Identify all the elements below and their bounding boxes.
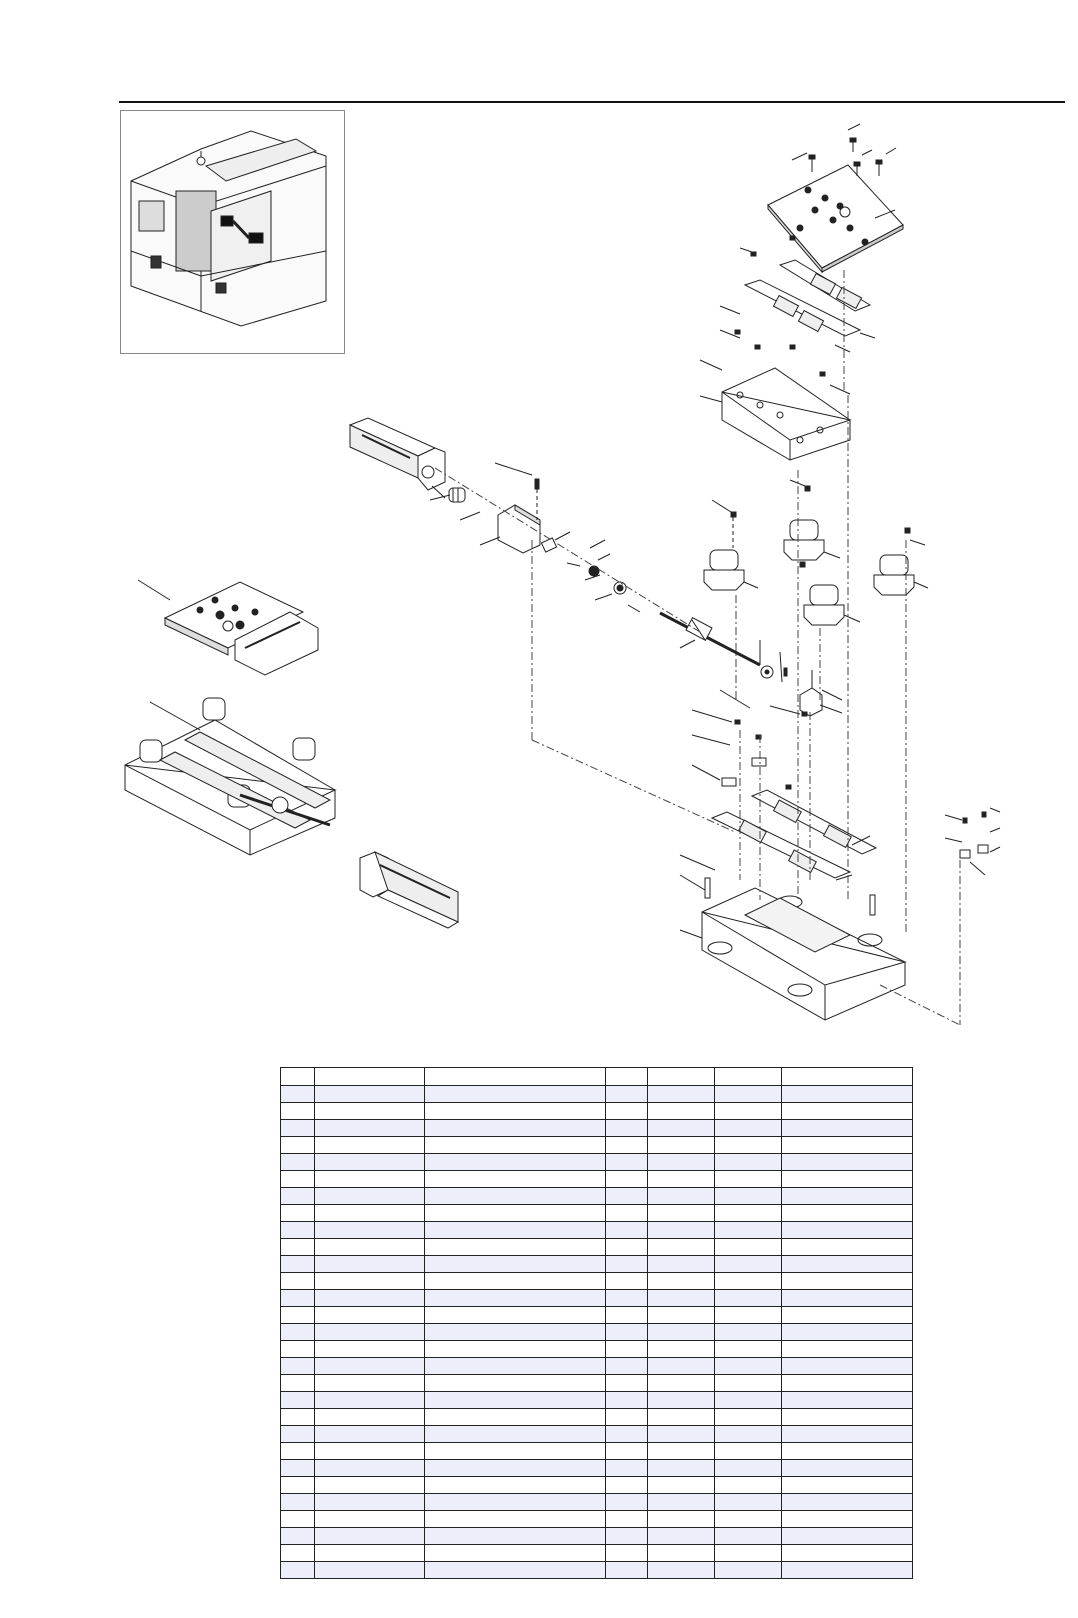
- table-cell: [606, 1443, 648, 1460]
- table-cell: [715, 1103, 782, 1120]
- table-cell: [606, 1324, 648, 1341]
- parts-list-table: [280, 1067, 913, 1579]
- table-cell: [315, 1460, 425, 1477]
- table-cell: [715, 1375, 782, 1392]
- table-cell: [715, 1426, 782, 1443]
- table-row: [281, 1460, 913, 1477]
- table-row: [281, 1256, 913, 1273]
- table-cell: [648, 1307, 715, 1324]
- table-cell: [315, 1188, 425, 1205]
- table-cell: [782, 1443, 913, 1460]
- table-cell: [782, 1086, 913, 1103]
- table-cell: [715, 1137, 782, 1154]
- table-cell: [281, 1528, 315, 1545]
- table-cell: [315, 1375, 425, 1392]
- table-cell: [715, 1171, 782, 1188]
- table-cell: [281, 1341, 315, 1358]
- table-row: [281, 1358, 913, 1375]
- table-cell: [281, 1273, 315, 1290]
- table-row: [281, 1324, 913, 1341]
- table-cell: [425, 1086, 606, 1103]
- ball-screw: [660, 613, 842, 716]
- table-cell: [782, 1188, 913, 1205]
- servo-motor-spare: [360, 852, 458, 928]
- table-cell: [315, 1154, 425, 1171]
- table-cell: [715, 1239, 782, 1256]
- table-row: [281, 1137, 913, 1154]
- table-cell: [648, 1324, 715, 1341]
- table-cell: [281, 1375, 315, 1392]
- table-cell: [606, 1120, 648, 1137]
- table-cell: [425, 1545, 606, 1562]
- table-cell: [315, 1307, 425, 1324]
- table-row: [281, 1494, 913, 1511]
- table-row: [281, 1103, 913, 1120]
- table-cell: [281, 1137, 315, 1154]
- table-cell: [281, 1443, 315, 1460]
- table-cell: [715, 1154, 782, 1171]
- table-cell: [281, 1171, 315, 1188]
- table-cell: [782, 1460, 913, 1477]
- table-cell: [715, 1528, 782, 1545]
- table-cell: [648, 1375, 715, 1392]
- table-cell: [281, 1222, 315, 1239]
- table-cell: [606, 1290, 648, 1307]
- table-cell: [606, 1545, 648, 1562]
- table-cell: [606, 1137, 648, 1154]
- table-cell: [648, 1256, 715, 1273]
- table-cell: [648, 1290, 715, 1307]
- base-block: [680, 855, 905, 1020]
- base-assembly-view: [125, 698, 335, 855]
- parts-list-body: [281, 1068, 913, 1579]
- table-cell: [782, 1511, 913, 1528]
- table-cell: [425, 1188, 606, 1205]
- table-cell: [606, 1222, 648, 1239]
- table-cell: [715, 1222, 782, 1239]
- table-cell: [281, 1494, 315, 1511]
- bearing-parts: [541, 532, 640, 612]
- table-cell: [315, 1086, 425, 1103]
- table-cell: [606, 1528, 648, 1545]
- table-cell: [281, 1426, 315, 1443]
- header-cell: [782, 1068, 913, 1086]
- table-cell: [281, 1239, 315, 1256]
- header-cell: [606, 1068, 648, 1086]
- table-cell: [425, 1324, 606, 1341]
- table-cell: [648, 1562, 715, 1579]
- table-cell: [606, 1375, 648, 1392]
- table-cell: [281, 1290, 315, 1307]
- table-cell: [606, 1307, 648, 1324]
- table-cell: [281, 1511, 315, 1528]
- table-cell: [715, 1494, 782, 1511]
- table-cell: [782, 1103, 913, 1120]
- table-cell: [425, 1409, 606, 1426]
- table-cell: [648, 1341, 715, 1358]
- table-cell: [281, 1409, 315, 1426]
- table-cell: [315, 1103, 425, 1120]
- table-cell: [425, 1341, 606, 1358]
- table-cell: [606, 1562, 648, 1579]
- wedge-block: [700, 306, 850, 460]
- top-plate: [768, 165, 903, 272]
- table-cell: [715, 1392, 782, 1409]
- table-cell: [648, 1511, 715, 1528]
- table-row: [281, 1307, 913, 1324]
- table-row: [281, 1511, 913, 1528]
- coupling-and-nut-block: [430, 463, 540, 553]
- table-cell: [315, 1392, 425, 1409]
- table-cell: [606, 1154, 648, 1171]
- table-cell: [782, 1324, 913, 1341]
- table-cell: [315, 1239, 425, 1256]
- table-row: [281, 1290, 913, 1307]
- table-cell: [425, 1256, 606, 1273]
- table-cell: [425, 1103, 606, 1120]
- table-cell: [782, 1239, 913, 1256]
- table-cell: [281, 1103, 315, 1120]
- table-cell: [281, 1188, 315, 1205]
- table-cell: [315, 1256, 425, 1273]
- table-cell: [606, 1256, 648, 1273]
- table-cell: [782, 1154, 913, 1171]
- table-cell: [782, 1256, 913, 1273]
- table-cell: [782, 1222, 913, 1239]
- table-cell: [648, 1477, 715, 1494]
- table-cell: [425, 1511, 606, 1528]
- table-cell: [315, 1341, 425, 1358]
- table-cell: [425, 1477, 606, 1494]
- table-cell: [782, 1409, 913, 1426]
- table-cell: [606, 1341, 648, 1358]
- table-cell: [715, 1460, 782, 1477]
- table-cell: [648, 1409, 715, 1426]
- table-cell: [606, 1358, 648, 1375]
- table-cell: [715, 1545, 782, 1562]
- table-cell: [715, 1341, 782, 1358]
- table-cell: [425, 1307, 606, 1324]
- table-cell: [782, 1562, 913, 1579]
- table-cell: [315, 1222, 425, 1239]
- table-cell: [425, 1154, 606, 1171]
- table-row: [281, 1409, 913, 1426]
- table-cell: [715, 1256, 782, 1273]
- table-cell: [425, 1528, 606, 1545]
- table-cell: [281, 1562, 315, 1579]
- table-cell: [606, 1511, 648, 1528]
- table-cell: [606, 1426, 648, 1443]
- table-cell: [425, 1273, 606, 1290]
- table-cell: [425, 1426, 606, 1443]
- table-cell: [315, 1290, 425, 1307]
- table-cell: [648, 1443, 715, 1460]
- table-cell: [281, 1307, 315, 1324]
- table-cell: [648, 1086, 715, 1103]
- table-cell: [315, 1494, 425, 1511]
- table-cell: [782, 1171, 913, 1188]
- table-row: [281, 1562, 913, 1579]
- table-cell: [425, 1290, 606, 1307]
- table-cell: [715, 1273, 782, 1290]
- table-cell: [648, 1392, 715, 1409]
- table-cell: [715, 1205, 782, 1222]
- table-cell: [648, 1188, 715, 1205]
- table-cell: [425, 1562, 606, 1579]
- table-cell: [648, 1426, 715, 1443]
- table-cell: [782, 1205, 913, 1222]
- table-cell: [648, 1273, 715, 1290]
- table-cell: [315, 1273, 425, 1290]
- table-cell: [715, 1477, 782, 1494]
- table-cell: [782, 1426, 913, 1443]
- table-cell: [715, 1120, 782, 1137]
- table-cell: [425, 1222, 606, 1239]
- table-cell: [281, 1086, 315, 1103]
- table-cell: [648, 1528, 715, 1545]
- table-row: [281, 1528, 913, 1545]
- table-row: [281, 1120, 913, 1137]
- table-cell: [425, 1494, 606, 1511]
- table-cell: [715, 1086, 782, 1103]
- assembly-centerlines: [435, 270, 960, 1025]
- small-parts-right: [945, 808, 1000, 875]
- table-cell: [315, 1358, 425, 1375]
- table-cell: [648, 1103, 715, 1120]
- table-cell: [648, 1460, 715, 1477]
- table-cell: [315, 1443, 425, 1460]
- table-row: [281, 1086, 913, 1103]
- table-cell: [648, 1222, 715, 1239]
- table-row: [281, 1171, 913, 1188]
- table-row: [281, 1205, 913, 1222]
- table-cell: [715, 1409, 782, 1426]
- table-cell: [425, 1375, 606, 1392]
- table-cell: [715, 1562, 782, 1579]
- table-cell: [782, 1477, 913, 1494]
- table-cell: [715, 1290, 782, 1307]
- table-cell: [715, 1511, 782, 1528]
- table-cell: [315, 1545, 425, 1562]
- table-cell: [281, 1545, 315, 1562]
- table-cell: [782, 1494, 913, 1511]
- table-cell: [648, 1171, 715, 1188]
- table-cell: [281, 1392, 315, 1409]
- table-cell: [315, 1511, 425, 1528]
- table-row: [281, 1545, 913, 1562]
- table-cell: [281, 1256, 315, 1273]
- table-cell: [648, 1154, 715, 1171]
- table-row: [281, 1477, 913, 1494]
- table-cell: [425, 1358, 606, 1375]
- table-cell: [425, 1205, 606, 1222]
- table-cell: [606, 1460, 648, 1477]
- table-cell: [715, 1443, 782, 1460]
- table-cell: [648, 1205, 715, 1222]
- table-cell: [782, 1137, 913, 1154]
- table-cell: [281, 1358, 315, 1375]
- table-cell: [315, 1426, 425, 1443]
- table-cell: [782, 1120, 913, 1137]
- table-row: [281, 1273, 913, 1290]
- table-cell: [648, 1545, 715, 1562]
- table-cell: [782, 1392, 913, 1409]
- table-row: [281, 1188, 913, 1205]
- table-cell: [281, 1477, 315, 1494]
- table-cell: [782, 1375, 913, 1392]
- table-cell: [648, 1137, 715, 1154]
- table-cell: [606, 1477, 648, 1494]
- table-cell: [315, 1171, 425, 1188]
- table-cell: [715, 1358, 782, 1375]
- table-row: [281, 1154, 913, 1171]
- table-cell: [425, 1460, 606, 1477]
- table-cell: [425, 1137, 606, 1154]
- table-cell: [606, 1103, 648, 1120]
- table-row: [281, 1239, 913, 1256]
- header-cell: [715, 1068, 782, 1086]
- table-cell: [606, 1494, 648, 1511]
- table-cell: [315, 1205, 425, 1222]
- table-cell: [425, 1392, 606, 1409]
- table-cell: [425, 1443, 606, 1460]
- servo-motor: [350, 418, 445, 498]
- header-cell: [425, 1068, 606, 1086]
- table-cell: [315, 1528, 425, 1545]
- table-cell: [315, 1324, 425, 1341]
- table-cell: [782, 1528, 913, 1545]
- table-cell: [606, 1205, 648, 1222]
- table-cell: [281, 1460, 315, 1477]
- header-cell: [281, 1068, 315, 1086]
- table-cell: [281, 1120, 315, 1137]
- vibration-mounts: [704, 480, 928, 625]
- table-cell: [606, 1273, 648, 1290]
- plate-assembly-view: [138, 580, 318, 675]
- table-cell: [782, 1290, 913, 1307]
- table-cell: [606, 1392, 648, 1409]
- table-cell: [606, 1239, 648, 1256]
- table-cell: [782, 1307, 913, 1324]
- table-cell: [648, 1239, 715, 1256]
- table-row: [281, 1392, 913, 1409]
- table-cell: [315, 1562, 425, 1579]
- table-cell: [281, 1154, 315, 1171]
- table-cell: [606, 1409, 648, 1426]
- table-cell: [782, 1273, 913, 1290]
- table-cell: [425, 1239, 606, 1256]
- table-cell: [648, 1494, 715, 1511]
- table-cell: [648, 1358, 715, 1375]
- table-cell: [715, 1188, 782, 1205]
- table-cell: [425, 1171, 606, 1188]
- table-row: [281, 1443, 913, 1460]
- table-row: [281, 1341, 913, 1358]
- table-cell: [715, 1324, 782, 1341]
- table-cell: [315, 1477, 425, 1494]
- table-cell: [606, 1086, 648, 1103]
- table-cell: [715, 1307, 782, 1324]
- table-cell: [606, 1188, 648, 1205]
- table-cell: [782, 1341, 913, 1358]
- table-cell: [606, 1171, 648, 1188]
- table-cell: [315, 1409, 425, 1426]
- table-row: [281, 1222, 913, 1239]
- header-cell: [315, 1068, 425, 1086]
- table-cell: [425, 1120, 606, 1137]
- table-row: [281, 1375, 913, 1392]
- table-cell: [281, 1205, 315, 1222]
- table-cell: [281, 1324, 315, 1341]
- table-row: [281, 1426, 913, 1443]
- table-cell: [315, 1137, 425, 1154]
- table-cell: [648, 1120, 715, 1137]
- header-cell: [648, 1068, 715, 1086]
- table-cell: [782, 1545, 913, 1562]
- table-cell: [315, 1120, 425, 1137]
- parts-list-header-row: [281, 1068, 913, 1086]
- table-cell: [782, 1358, 913, 1375]
